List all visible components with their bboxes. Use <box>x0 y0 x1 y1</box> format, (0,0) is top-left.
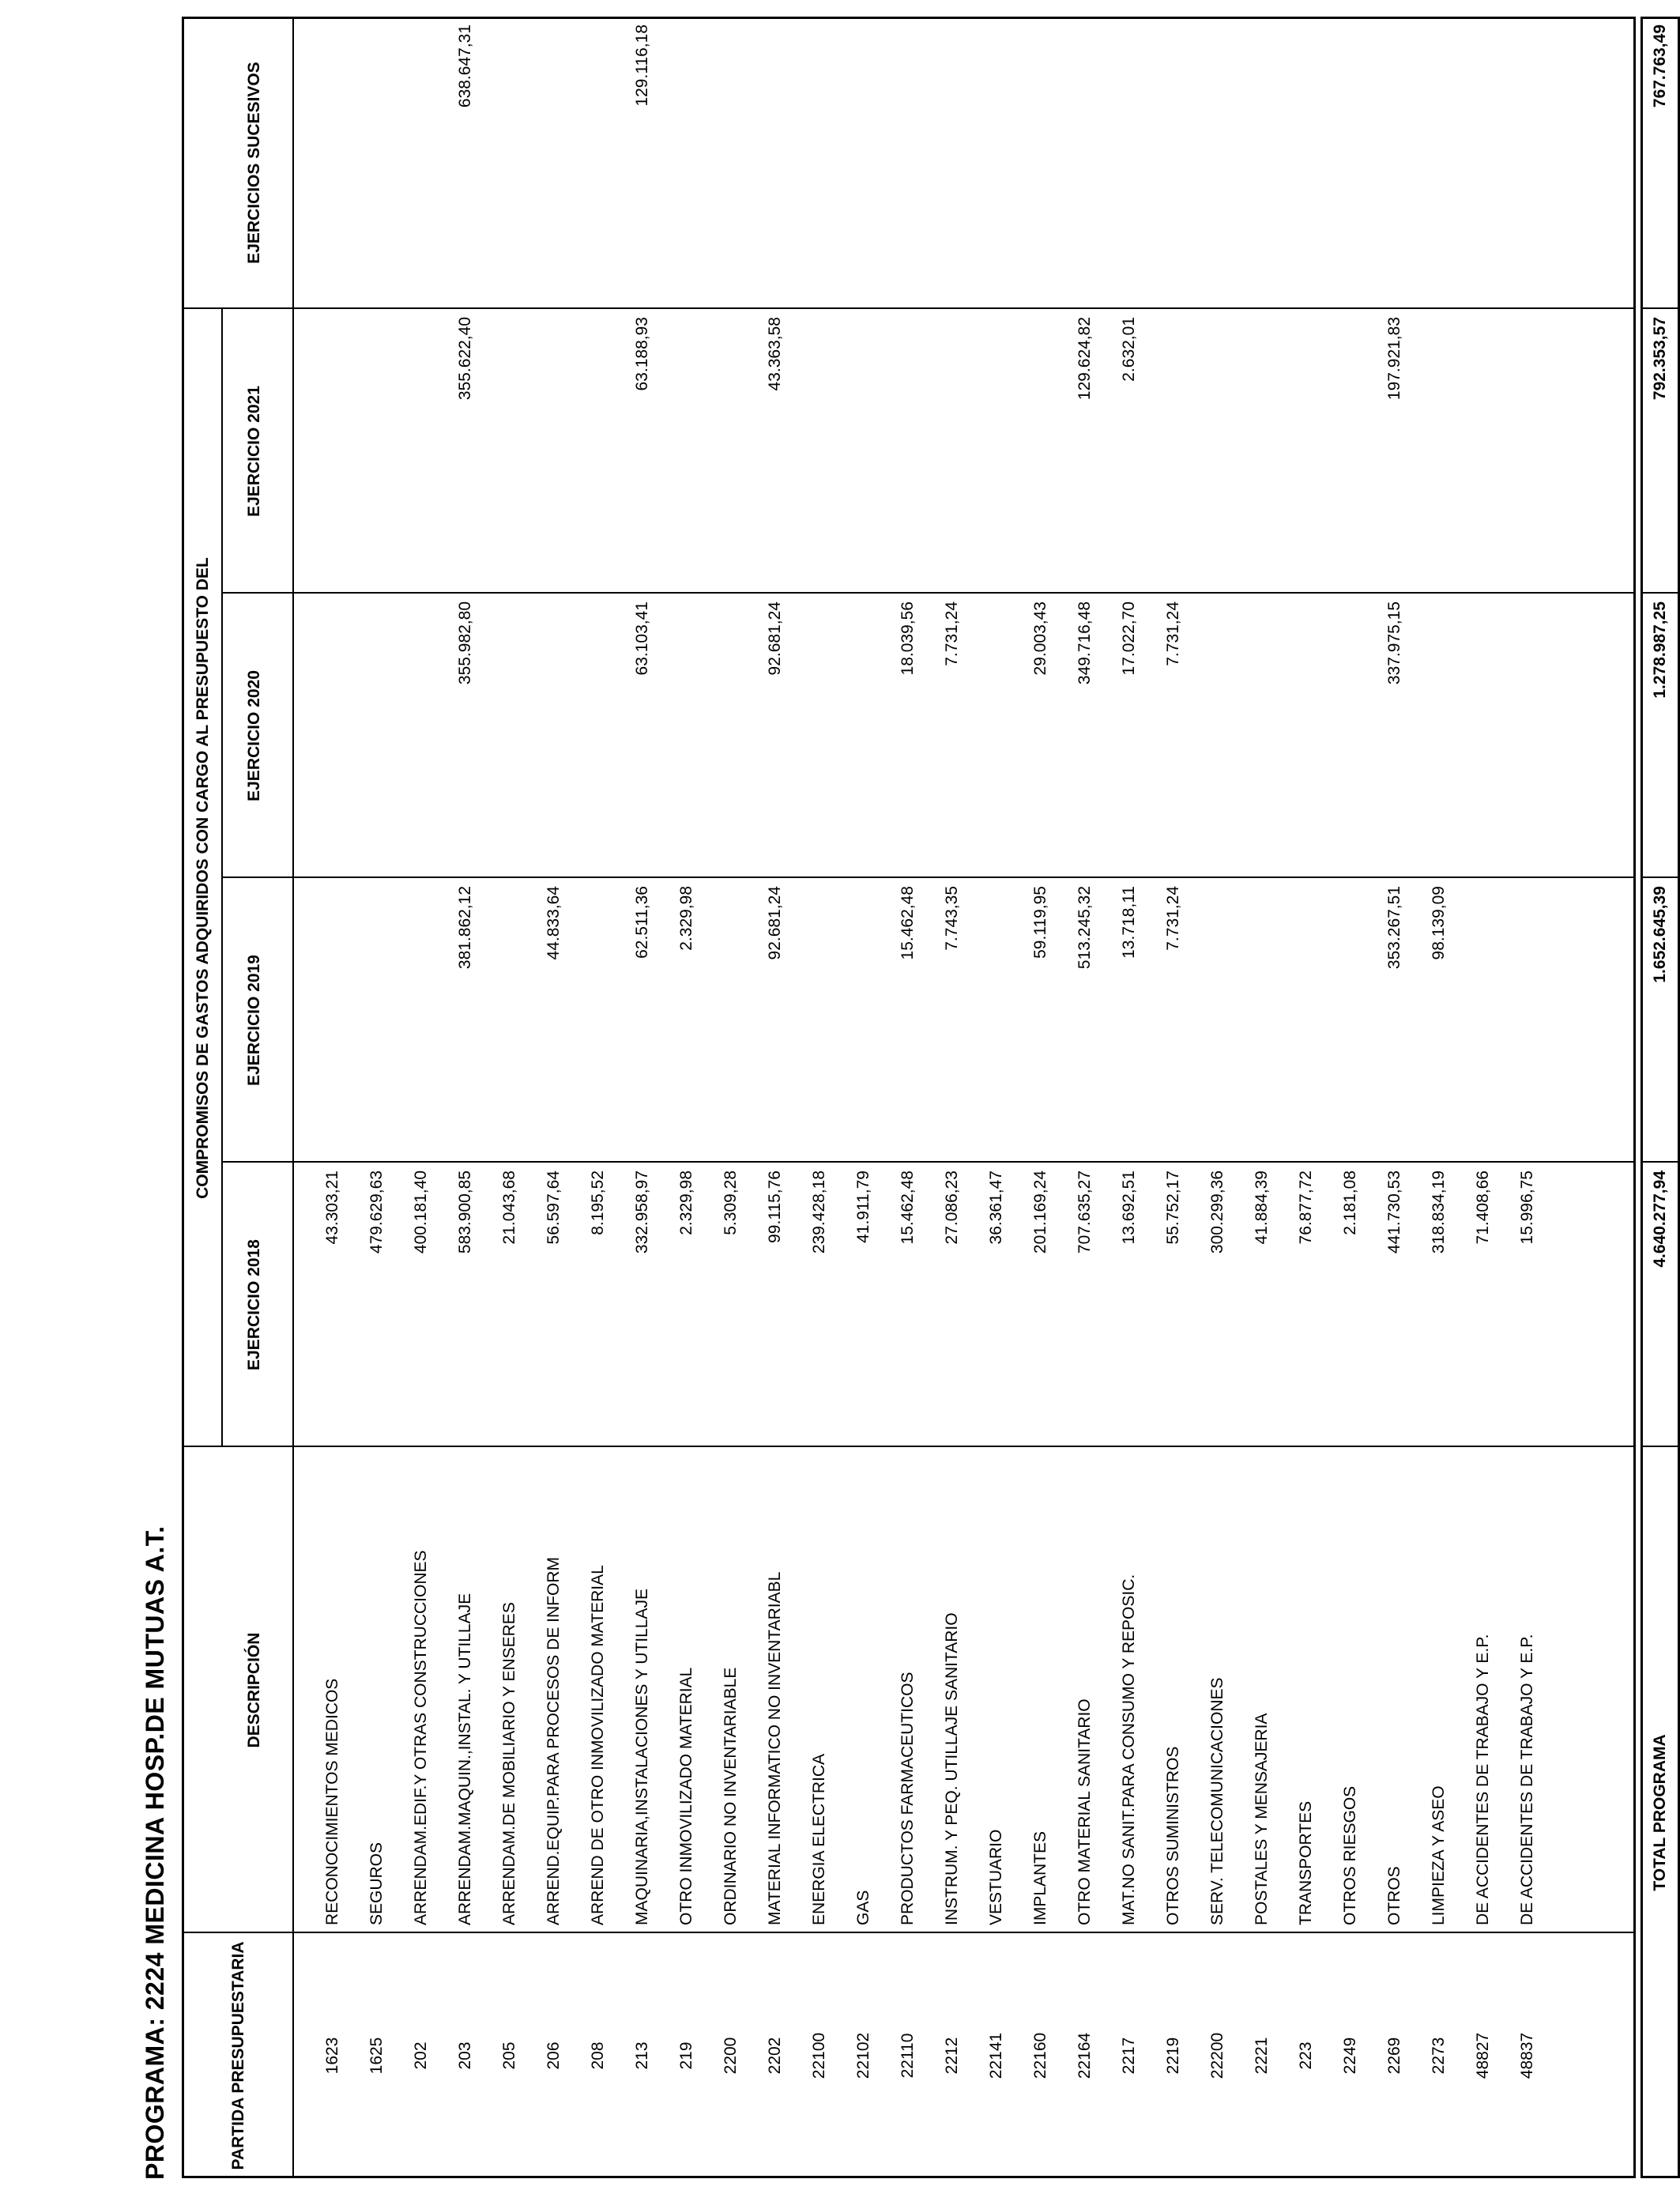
col-sep-1 <box>182 1932 1636 1933</box>
cell-descripcion: MAQUINARIA,INSTALACIONES Y UTILLAJE <box>633 1589 651 1925</box>
header-sucesivos: EJERCICIOS SUCESIVOS <box>245 62 263 264</box>
cell-partida: 2212 <box>943 2037 961 2075</box>
cell-2020: 29.003,43 <box>1031 601 1049 676</box>
cell-2020: 349.716,48 <box>1075 601 1094 685</box>
cell-partida: 213 <box>633 2041 651 2070</box>
cell-descripcion: ENERGIA ELECTRICA <box>810 1753 828 1925</box>
cell-2018: 15.462,48 <box>898 1171 917 1245</box>
cell-2018: 55.752,17 <box>1164 1171 1182 1245</box>
total-sep-5 <box>1640 307 1680 309</box>
cell-2019: 2.329,98 <box>677 886 695 951</box>
cell-partida: 2217 <box>1120 2037 1138 2075</box>
cell-2019: 92.681,24 <box>766 886 784 960</box>
cell-partida: 22200 <box>1208 2032 1226 2079</box>
total-sep-3 <box>1640 876 1680 878</box>
cell-partida: 205 <box>500 2041 518 2070</box>
cell-2021: 197.921,83 <box>1385 317 1403 401</box>
col-sep-5 <box>221 592 1636 594</box>
cell-partida: 22164 <box>1075 2032 1094 2079</box>
cell-descripcion: MATERIAL INFORMATICO NO INVENTARIABL <box>766 1571 784 1925</box>
cell-2018: 2.329,98 <box>677 1171 695 1235</box>
cell-descripcion: DE ACCIDENTES DE TRABAJO Y E.P. <box>1474 1634 1492 1925</box>
total-2019: 1.652.645,39 <box>1651 886 1669 983</box>
cell-2020: 63.103,41 <box>633 601 651 676</box>
cell-2018: 239.428,18 <box>810 1171 828 1254</box>
cell-descripcion: ORDINARIO NO INVENTARIABLE <box>721 1667 740 1925</box>
cell-2020: 17.022,70 <box>1120 601 1138 676</box>
cell-2019: 7.731,24 <box>1164 886 1182 951</box>
total-2020: 1.278.987,25 <box>1651 601 1669 699</box>
cell-partida: 22160 <box>1031 2032 1049 2079</box>
cell-descripcion: VESTUARIO <box>987 1829 1005 1925</box>
cell-2018: 400.181,40 <box>412 1171 430 1254</box>
cell-2019: 98.139,09 <box>1430 886 1448 960</box>
cell-2018: 27.086,23 <box>943 1171 961 1245</box>
cell-2018: 76.877,72 <box>1297 1171 1315 1245</box>
cell-descripcion: ARRENDAM.EDIF.Y OTRAS CONSTRUCCIONES <box>412 1550 430 1925</box>
total-sep-4 <box>1640 592 1680 594</box>
cell-partida: 2273 <box>1430 2037 1448 2075</box>
cell-2018: 13.692,51 <box>1120 1171 1138 1245</box>
header-ej2021: EJERCICIO 2021 <box>245 386 263 517</box>
cell-2019: 353.267,51 <box>1385 886 1403 970</box>
cell-2018: 583.900,85 <box>456 1171 474 1254</box>
cell-2018: 56.597,64 <box>544 1171 563 1245</box>
cell-partida: 48837 <box>1518 2032 1536 2079</box>
cell-descripcion: ARREND.EQUIP.PARA PROCESOS DE INFORM <box>544 1557 563 1925</box>
header-partida <box>229 1941 248 2170</box>
header-ej2018: EJERCICIO 2018 <box>245 1239 263 1370</box>
cell-2019: 7.743,35 <box>943 886 961 951</box>
cell-descripcion: PRODUCTOS FARMACEUTICOS <box>898 1672 917 1925</box>
cell-descripcion: SEGUROS <box>367 1842 386 1925</box>
cell-partida: 206 <box>544 2041 563 2070</box>
total-2018: 4.640.277,94 <box>1651 1171 1669 1268</box>
cell-2019: 13.718,11 <box>1120 886 1138 959</box>
cell-2020: 92.681,24 <box>766 601 784 676</box>
cell-2021: 2.632,01 <box>1120 317 1138 382</box>
cell-2018: 21.043,68 <box>500 1171 518 1245</box>
cell-2018: 332.958,97 <box>633 1171 651 1254</box>
header-ej2020: EJERCICIO 2020 <box>245 670 263 801</box>
cell-2021: 43.363,58 <box>766 317 784 391</box>
cell-partida: 22102 <box>854 2032 872 2079</box>
cell-2018: 99.115,76 <box>766 1171 784 1243</box>
cell-descripcion: OTROS RIESGOS <box>1341 1785 1359 1925</box>
cell-descripcion: OTROS SUMINISTROS <box>1164 1746 1182 1925</box>
cell-partida: 22100 <box>810 2032 828 2079</box>
header-descripcion: DESCRIPCIÓN <box>245 1632 263 1748</box>
cell-2020: 355.982,80 <box>456 601 474 685</box>
cell-2019: 513.245,32 <box>1075 886 1094 970</box>
cell-descripcion: RECONOCIMIENTOS MEDICOS <box>323 1678 341 1925</box>
cell-2018: 41.884,39 <box>1252 1171 1271 1245</box>
cell-partida: 2221 <box>1252 2037 1271 2075</box>
cell-2018: 71.408,66 <box>1474 1171 1492 1245</box>
header-compromisos: COMPROMISOS DE GASTOS ADQUIRIDOS CON CARGO AL PRESUPUESTO DEL <box>194 557 212 1199</box>
header-bottom-line <box>292 17 294 2178</box>
cell-partida: 48827 <box>1474 2032 1492 2079</box>
cell-descripcion: OTRO MATERIAL SANITARIO <box>1075 1698 1094 1925</box>
cell-sucesivos: 129.116,18 <box>633 25 651 107</box>
cell-descripcion: IMPLANTES <box>1031 1830 1049 1925</box>
col-sep-4 <box>221 876 1636 878</box>
col-sep-3 <box>221 1161 1636 1163</box>
cell-2018: 201.169,24 <box>1031 1171 1049 1254</box>
cell-2021: 129.624,82 <box>1075 317 1094 401</box>
cell-2018: 8.195,52 <box>589 1171 607 1235</box>
cell-2020: 7.731,24 <box>943 601 961 666</box>
header-partida-label: PARTIDA PRESUPUESTARIA <box>229 1941 247 2170</box>
cell-descripcion: OTRO INMOVILIZADO MATERIAL <box>677 1667 695 1925</box>
cell-2019: 62.511,36 <box>633 886 651 959</box>
cell-partida: 2249 <box>1341 2037 1359 2075</box>
cell-2018: 41.911,79 <box>854 1171 872 1243</box>
total-2021: 792.353,57 <box>1651 317 1669 401</box>
cell-partida: 22110 <box>898 2033 917 2079</box>
cell-descripcion: POSTALES Y MENSAJERIA <box>1252 1713 1271 1925</box>
cell-descripcion: DE ACCIDENTES DE TRABAJO Y E.P. <box>1518 1634 1536 1925</box>
cell-descripcion: INSTRUM. Y PEQ. UTILLAJE SANITARIO <box>943 1612 961 1925</box>
cell-2018: 36.361,47 <box>987 1171 1005 1245</box>
cell-2018: 479.629,63 <box>367 1171 386 1254</box>
cell-2020: 337.975,15 <box>1385 601 1403 685</box>
cell-2019: 15.462,48 <box>898 886 917 960</box>
cell-partida: 223 <box>1297 2041 1315 2070</box>
cell-partida: 2269 <box>1385 2037 1403 2075</box>
cell-descripcion: TRANSPORTES <box>1297 1800 1315 1925</box>
cell-descripcion: ARREND DE OTRO INMOVILIZADO MATERIAL <box>589 1565 607 1925</box>
page-title: PROGRAMA: 2224 MEDICINA HOSP.DE MUTUAS A.T. <box>141 1525 169 2180</box>
cell-partida: 208 <box>589 2041 607 2070</box>
cell-partida: 2200 <box>721 2037 740 2075</box>
cell-sucesivos: 638.647,31 <box>456 25 474 108</box>
total-label: TOTAL PROGRAMA <box>1651 1734 1669 1891</box>
cell-2018: 43.303,21 <box>323 1171 341 1245</box>
cell-2019: 44.833,64 <box>544 886 563 960</box>
total-sucesivos: 767.763,49 <box>1651 25 1669 108</box>
cell-2020: 7.731,24 <box>1164 601 1182 666</box>
cell-descripcion: MAT.NO SANIT.PARA CONSUMO Y REPOSIC. <box>1120 1574 1138 1925</box>
cell-2018: 707.635,27 <box>1075 1171 1094 1254</box>
cell-2021: 355.622,40 <box>456 317 474 401</box>
cell-2018: 318.834,19 <box>1430 1171 1448 1254</box>
cell-2021: 63.188,93 <box>633 317 651 391</box>
cell-descripcion: ARRENDAM.DE MOBILIARIO Y ENSERES <box>500 1602 518 1925</box>
cell-2018: 15.996,75 <box>1518 1171 1536 1245</box>
cell-descripcion: GAS <box>854 1890 872 1925</box>
cell-2018: 5.309,28 <box>721 1171 740 1235</box>
cell-2018: 441.730,53 <box>1385 1171 1403 1254</box>
cell-descripcion: LIMPIEZA Y ASEO <box>1430 1785 1448 1925</box>
cell-partida: 203 <box>456 2041 474 2070</box>
cell-2019: 381.862,12 <box>456 886 474 970</box>
cell-partida: 2202 <box>766 2037 784 2075</box>
cell-2020: 18.039,56 <box>898 601 917 676</box>
cell-partida: 1623 <box>323 2037 341 2075</box>
cell-partida: 1625 <box>367 2037 386 2075</box>
cell-descripcion: OTROS <box>1385 1866 1403 1925</box>
total-sep-2 <box>1640 1161 1680 1163</box>
cell-partida: 219 <box>677 2041 695 2070</box>
cell-2018: 2.181,08 <box>1341 1171 1359 1235</box>
cell-partida: 202 <box>412 2041 430 2070</box>
cell-partida: 2219 <box>1164 2037 1182 2075</box>
cell-descripcion: SERV. TELECOMUNICACIONES <box>1208 1677 1226 1925</box>
cell-partida: 22141 <box>987 2032 1005 2079</box>
col-sep-6 <box>182 307 1636 309</box>
compromisos-underline <box>221 309 223 1447</box>
cell-2018: 300.299,36 <box>1208 1171 1226 1254</box>
col-sep-2 <box>182 1446 1636 1447</box>
cell-descripcion: ARRENDAM.MAQUIN.,INSTAL. Y UTILLAJE <box>456 1593 474 1925</box>
cell-2019: 59.119,95 <box>1031 886 1049 959</box>
header-ej2019: EJERCICIO 2019 <box>245 955 263 1086</box>
